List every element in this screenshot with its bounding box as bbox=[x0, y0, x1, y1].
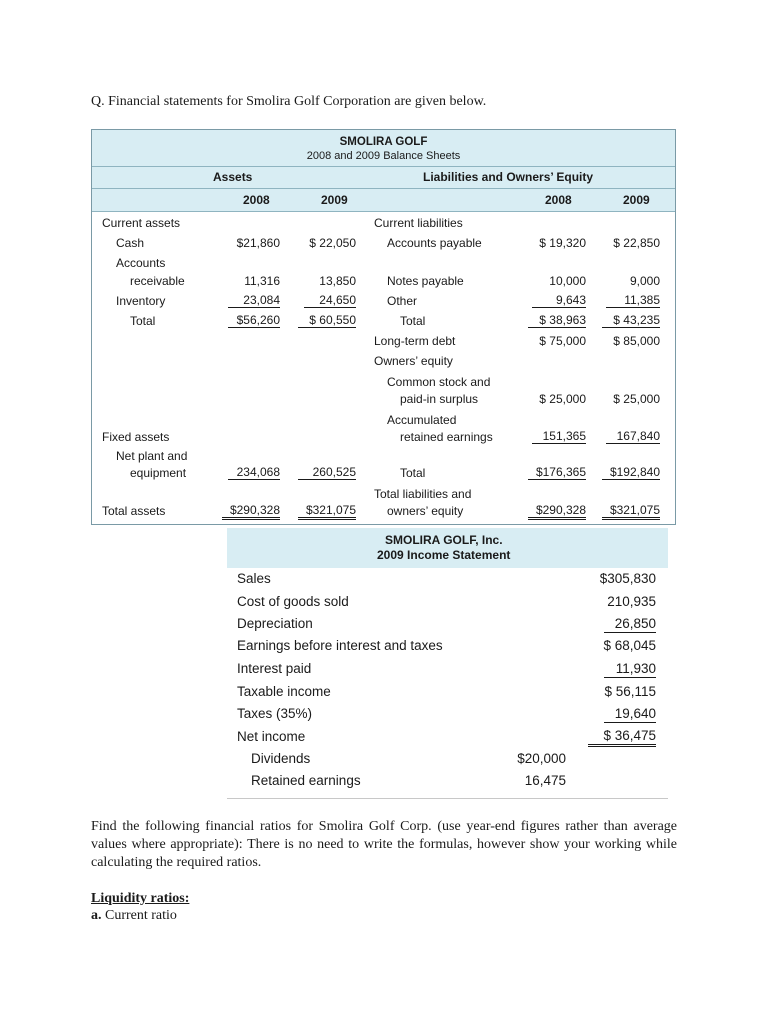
is-dividends-value: $20,000 bbox=[517, 751, 566, 766]
total-liabilities-2008: $290,328 bbox=[528, 503, 586, 520]
npe-2008: 234,068 bbox=[228, 465, 280, 480]
total-liabilities-2009: $321,075 bbox=[602, 503, 660, 520]
other-2008: 9,643 bbox=[532, 293, 586, 308]
npe-label-line1: Net plant and bbox=[116, 449, 188, 463]
ltd-2009: $ 85,000 bbox=[613, 334, 660, 348]
current-liabilities-label: Current liabilities bbox=[374, 216, 463, 230]
npe-label: equipment bbox=[130, 466, 187, 480]
balance-sheet-title-band bbox=[92, 130, 675, 167]
assets-year-2009: 2009 bbox=[321, 193, 348, 207]
npe-2009: 260,525 bbox=[298, 465, 356, 480]
total-assets-2009: $321,075 bbox=[298, 503, 356, 520]
total-liabilities-label-line1: Total liabilities and bbox=[374, 487, 472, 501]
is-depreciation-value: 26,850 bbox=[604, 616, 656, 633]
other-2009: 11,385 bbox=[606, 293, 660, 308]
other-label: Other bbox=[387, 294, 418, 308]
total-assets-2008: $290,328 bbox=[222, 503, 280, 520]
income-statement-bottom-rule bbox=[227, 798, 668, 799]
is-interest-label: Interest paid bbox=[237, 661, 312, 676]
item-a-letter: a. bbox=[91, 908, 102, 923]
is-depreciation-label: Depreciation bbox=[237, 616, 313, 631]
total-liabilities-label: owners’ equity bbox=[387, 504, 464, 518]
common-stock-label: paid-in surplus bbox=[400, 392, 479, 406]
instructions-text: Find the following financial ratios for Smolira Golf Corp. (use year-end figures rather than average values where appropriate): There is no need to write the formulas, however show your working while calculating the required ratios. bbox=[91, 819, 677, 870]
common-stock-2009: $ 25,000 bbox=[613, 392, 660, 406]
liab-year-2008: 2008 bbox=[545, 193, 572, 207]
retained-earnings-label: retained earnings bbox=[400, 430, 493, 444]
is-sales-value: $305,830 bbox=[599, 571, 656, 586]
is-taxes-label: Taxes (35%) bbox=[237, 706, 313, 721]
inventory-2009: 24,650 bbox=[304, 293, 356, 308]
retained-earnings-label-line1: Accumulated bbox=[387, 413, 457, 427]
retained-earnings-2009: 167,840 bbox=[606, 429, 660, 444]
current-assets-total-label: Total bbox=[130, 314, 156, 328]
is-retained-label: Retained earnings bbox=[251, 773, 361, 788]
is-retained-value: 16,475 bbox=[524, 773, 566, 788]
cash-2008: $21,860 bbox=[236, 236, 280, 250]
current-liabilities-total-2009: $ 43,235 bbox=[602, 313, 660, 328]
common-stock-label-line1: Common stock and bbox=[387, 375, 491, 389]
item-a-text: Current ratio bbox=[105, 908, 177, 923]
is-dividends-label: Dividends bbox=[251, 751, 311, 766]
common-stock-2008: $ 25,000 bbox=[539, 392, 586, 406]
is-interest-value: 11,930 bbox=[604, 661, 656, 678]
balance-sheet-subtitle: 2008 and 2009 Balance Sheets bbox=[306, 150, 461, 162]
balance-sheet-section-header bbox=[92, 167, 675, 189]
is-cogs-label: Cost of goods sold bbox=[237, 594, 349, 609]
is-taxable-label: Taxable income bbox=[237, 684, 331, 699]
current-assets-total-2008: $56,260 bbox=[228, 313, 280, 328]
ltd-label: Long-term debt bbox=[374, 334, 456, 348]
inventory-2008: 23,084 bbox=[228, 293, 280, 308]
assets-year-2008: 2008 bbox=[243, 193, 270, 207]
notes-payable-2009: 9,000 bbox=[629, 274, 660, 288]
is-taxes-value: 19,640 bbox=[604, 706, 656, 723]
liabilities-header: Liabilities and Owners’ Equity bbox=[423, 170, 594, 184]
notes-payable-2008: 10,000 bbox=[549, 274, 586, 288]
equity-total-2009: $192,840 bbox=[602, 465, 660, 480]
notes-payable-label: Notes payable bbox=[387, 274, 464, 288]
is-net-income-label: Net income bbox=[237, 729, 306, 744]
ar-label-line1: Accounts bbox=[116, 256, 166, 270]
item-a bbox=[91, 908, 177, 924]
is-ebit-label: Earnings before interest and taxes bbox=[237, 638, 443, 653]
current-assets-label: Current assets bbox=[102, 216, 181, 230]
is-cogs-value: 210,935 bbox=[607, 594, 656, 609]
current-assets-total-2009: $ 60,550 bbox=[298, 313, 356, 328]
ar-2009: 13,850 bbox=[319, 274, 356, 288]
equity-total-label: Total bbox=[400, 466, 426, 480]
ltd-2008: $ 75,000 bbox=[539, 334, 586, 348]
assets-header: Assets bbox=[213, 170, 253, 184]
balance-sheet bbox=[91, 129, 676, 525]
current-liabilities-total-label: Total bbox=[400, 314, 426, 328]
income-statement-title: SMOLIRA GOLF, Inc. bbox=[385, 533, 503, 547]
income-statement-title-band bbox=[227, 528, 668, 568]
is-taxable-value: $ 56,115 bbox=[604, 684, 656, 699]
is-sales-label: Sales bbox=[237, 571, 271, 586]
total-assets-label: Total assets bbox=[102, 504, 166, 518]
retained-earnings-2008: 151,365 bbox=[532, 429, 586, 444]
liab-year-2009: 2009 bbox=[623, 193, 650, 207]
current-liabilities-total-2008: $ 38,963 bbox=[528, 313, 586, 328]
equity-total-2008: $176,365 bbox=[528, 465, 586, 480]
ap-label: Accounts payable bbox=[387, 236, 482, 250]
inventory-label: Inventory bbox=[116, 294, 166, 308]
owners-equity-label: Owners’ equity bbox=[374, 354, 453, 368]
income-statement-subtitle: 2009 Income Statement bbox=[377, 548, 511, 562]
ar-label: receivable bbox=[130, 274, 185, 288]
question-text: Q. Financial statements for Smolira Golf Corporation are given below. bbox=[91, 94, 487, 109]
is-ebit-value: $ 68,045 bbox=[603, 638, 656, 653]
ap-2008: $ 19,320 bbox=[539, 236, 586, 250]
ap-2009: $ 22,850 bbox=[613, 236, 660, 250]
fixed-assets-label: Fixed assets bbox=[102, 430, 170, 444]
balance-sheet-year-header bbox=[92, 189, 675, 212]
ar-2008: 11,316 bbox=[244, 274, 280, 288]
cash-label: Cash bbox=[116, 236, 145, 250]
balance-sheet-title: SMOLIRA GOLF bbox=[339, 136, 428, 148]
cash-2009: $ 22,050 bbox=[309, 236, 356, 250]
section-heading: Liquidity ratios: bbox=[91, 891, 190, 906]
is-net-income-value: $ 36,475 bbox=[588, 728, 656, 747]
